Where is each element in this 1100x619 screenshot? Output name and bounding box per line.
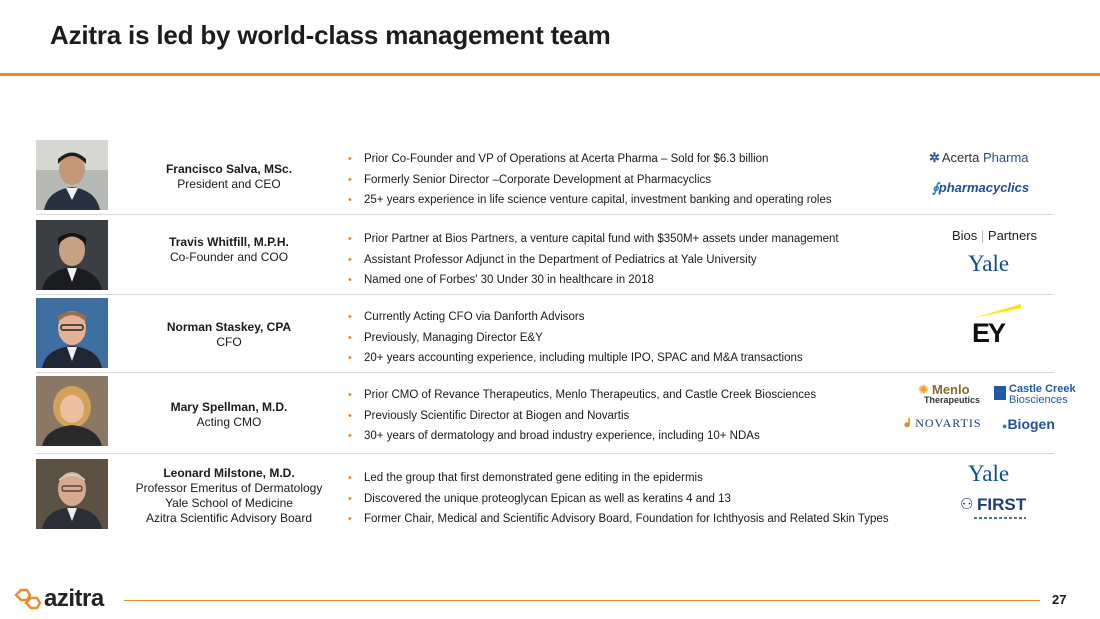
- person-info: [124, 162, 334, 192]
- headshot-photo: [36, 376, 108, 446]
- bullet-item: • Prior Partner at Bios Partners, a venture capital fund with $350M+ assets under management: [346, 232, 839, 246]
- bios-partners-logo: Bios | Partners: [952, 228, 1038, 243]
- biogen-logo: ●Biogen: [1002, 416, 1055, 432]
- team-member-row: [36, 140, 1054, 214]
- person-role: Yale School of Medicine: [165, 496, 293, 510]
- headshot-photo: [36, 220, 108, 290]
- person-info: [124, 466, 334, 526]
- bullet-item: • Former Chair, Medical and Scientific Advisory Board, Foundation for Ichthyosis and Related Skin Types: [346, 512, 889, 526]
- yale-logo: Yale: [968, 251, 1010, 276]
- bullet-list: [346, 471, 889, 533]
- yale-logo: Yale: [968, 461, 1010, 486]
- person-role: Co-Founder and COO: [169, 250, 289, 264]
- bullet-item: • Discovered the unique proteoglycan Epican as well as keratins 4 and 13: [346, 492, 889, 506]
- bullet-item: • 20+ years accounting experience, including multiple IPO, SPAC and M&A transactions: [346, 351, 803, 365]
- row-divider: [36, 453, 1054, 454]
- headshot-photo: [36, 459, 108, 529]
- row-divider: [36, 214, 1054, 215]
- hexagon-icon: [12, 585, 48, 615]
- bullet-item: • 25+ years experience in life science venture capital, investment banking and operating roles: [346, 193, 832, 207]
- person-role: President and CEO: [177, 177, 281, 191]
- acerta-pharma-logo: ✲ Acerta Pharma: [929, 150, 1029, 165]
- headshot-photo: [36, 298, 108, 368]
- ey-logo: EY: [971, 302, 1021, 350]
- bullet-list: [346, 152, 832, 214]
- person-info: [124, 400, 334, 430]
- bullet-list: [346, 310, 803, 372]
- tagline-marks: [974, 515, 1026, 521]
- team-member-row: [36, 298, 1054, 372]
- person-role: Azitra Scientific Advisory Board: [145, 511, 313, 525]
- bullet-list: [346, 388, 816, 450]
- bullet-item: • Formerly Senior Director –Corporate Development at Pharmacyclics: [346, 173, 832, 187]
- footer-divider: [124, 600, 1040, 601]
- bullet-item: • Prior Co-Founder and VP of Operations at Acerta Pharma – Sold for $6.3 billion: [346, 152, 832, 166]
- novartis-flame-icon: ᖱ: [904, 416, 912, 430]
- team-member-row: [36, 459, 1054, 533]
- castle-icon: [994, 386, 1006, 400]
- title-divider: [0, 73, 1100, 76]
- novartis-logo: ᖱ NOVARTIS: [904, 416, 982, 430]
- person-name: Leonard Milstone, M.D.: [163, 466, 295, 480]
- bullet-item: • Previously, Managing Director E&Y: [346, 331, 803, 345]
- menlo-therapeutics-logo: ✺ Menlo Therapeutics: [918, 382, 981, 405]
- person-role: Professor Emeritus of Dermatology: [135, 481, 323, 495]
- bullet-item: • Currently Acting CFO via Danforth Advisors: [346, 310, 803, 324]
- bullet-item: • Prior CMO of Revance Therapeutics, Menlo Therapeutics, and Castle Creek Biosciences: [346, 388, 816, 402]
- bullet-item: • Named one of Forbes' 30 Under 30 in healthcare in 2018: [346, 273, 839, 287]
- sun-icon: ✺: [918, 382, 929, 397]
- team-member-row: [36, 376, 1076, 450]
- person-name: Mary Spellman, M.D.: [170, 400, 288, 414]
- person-role: Acting CMO: [196, 415, 262, 429]
- bullet-list: [346, 232, 839, 294]
- ey-beam-icon: [971, 302, 1023, 318]
- pharmacyclics-logo: ∮pharmacyclics: [932, 180, 1030, 195]
- people-icon: ⚇: [960, 496, 974, 513]
- first-foundation-logo: ⚇ FIRST: [960, 495, 1026, 521]
- row-divider: [36, 294, 1054, 295]
- person-info: [124, 320, 334, 350]
- person-info: [124, 235, 334, 265]
- person-name: Travis Whitfill, M.P.H.: [169, 235, 289, 249]
- person-role: CFO: [216, 335, 242, 349]
- page-title: Azitra is led by world-class management team: [50, 20, 611, 50]
- team-member-row: [36, 220, 1054, 294]
- row-divider: [36, 372, 1054, 373]
- headshot-photo: [36, 140, 108, 210]
- page-number: 27: [1052, 592, 1067, 607]
- bullet-item: • Assistant Professor Adjunct in the Department of Pediatrics at Yale University: [346, 253, 839, 267]
- bullet-item: • Led the group that first demonstrated gene editing in the epidermis: [346, 471, 889, 485]
- person-name: Francisco Salva, MSc.: [165, 162, 293, 176]
- person-name: Norman Staskey, CPA: [166, 320, 292, 334]
- bullet-item: • 30+ years of dermatology and broad industry experience, including 10+ NDAs: [346, 429, 816, 443]
- castle-creek-logo: Castle Creek Biosciences: [994, 384, 1076, 406]
- bullet-item: • Previously Scientific Director at Biogen and Novartis: [346, 409, 816, 423]
